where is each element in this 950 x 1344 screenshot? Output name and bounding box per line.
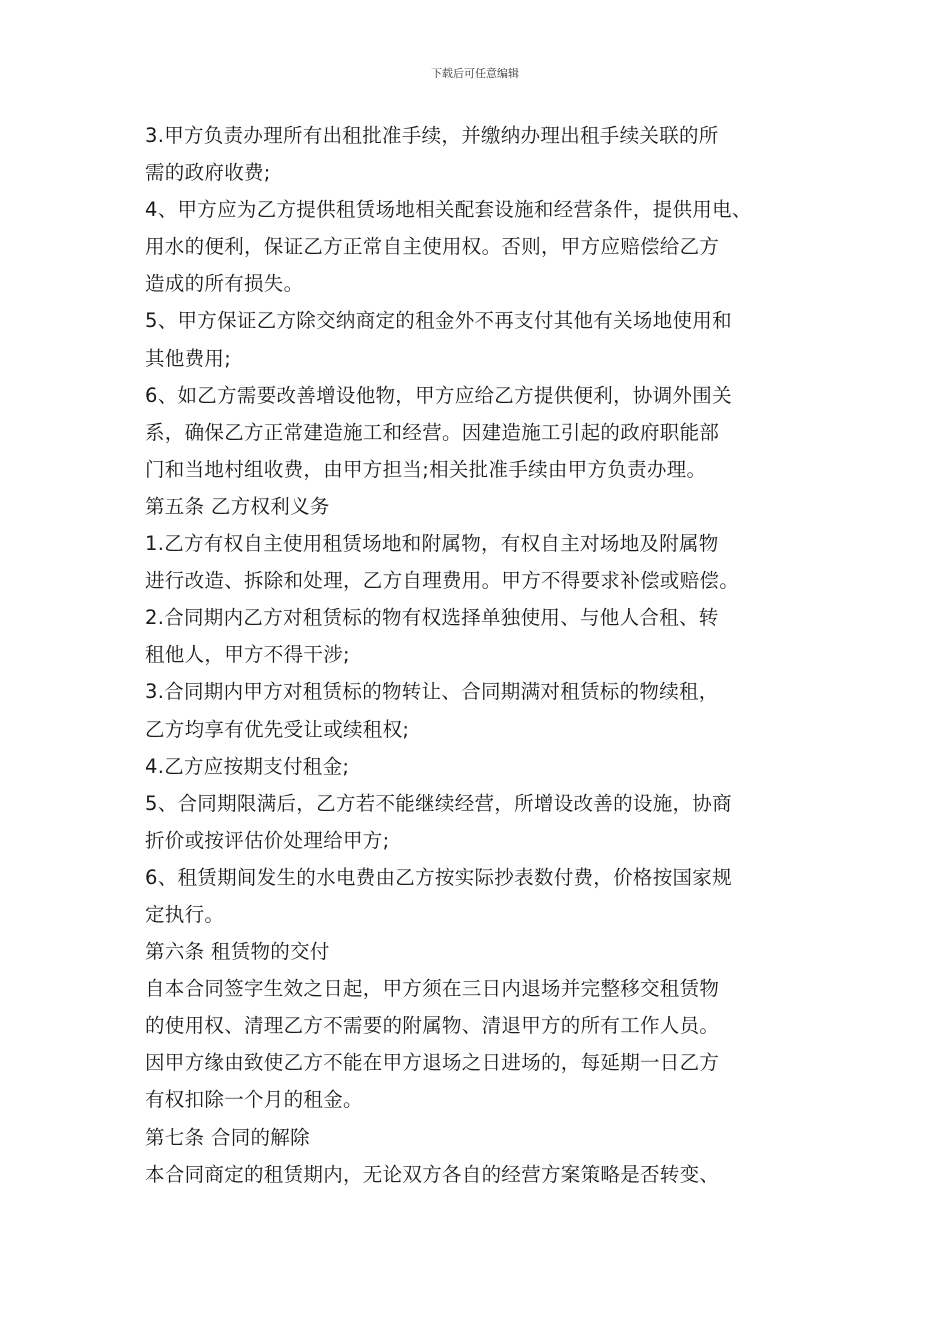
text-line: 4、甲方应为乙方提供租赁场地相关配套设施和经营条件，提供用电、	[145, 198, 752, 222]
document-body	[145, 117, 825, 1193]
text-line: 折价或按评估价处理给甲方;	[145, 828, 390, 852]
text-line: 3.甲方负责办理所有出租批准手续，并缴纳办理出租手续关联的所	[145, 124, 719, 147]
text-line: 5、甲方保证乙方除交纳商定的租金外不再支付其他有关场地使用和	[145, 309, 732, 333]
text-line: 2.合同期内乙方对租赁标的物有权选择单独使用、与他人合租、转	[145, 606, 719, 630]
text-line: 3.合同期内甲方对租赁标的物转让、合同期满对租赁标的物续租，	[145, 680, 719, 704]
text-line: 1.乙方有权自主使用租赁场地和附属物，有权自主对场地及附属物	[145, 532, 719, 556]
text-line: 系，确保乙方正常建造施工和经营。因建造施工引起的政府职能部	[145, 420, 720, 444]
text-line: 本合同商定的租赁期内，无论双方各自的经营方案策略是否转变、	[145, 1162, 720, 1186]
text-line: 5、合同期限满后，乙方若不能继续经营，所增设改善的设施，协商	[145, 791, 732, 815]
text-line: 门和当地村组收费，由甲方担当;相关批准手续由甲方负责办理。	[145, 457, 707, 481]
section-heading: 第六条 租赁物的交付	[145, 940, 330, 964]
text-line: 6、如乙方需要改善增设他物，甲方应给乙方提供便利，协调外围关	[145, 383, 732, 407]
text-line: 租他人，甲方不得干涉;	[145, 643, 350, 667]
text-line: 进行改造、拆除和处理，乙方自理费用。甲方不得要求补偿或赔偿。	[145, 569, 740, 593]
text-line: 自本合同签字生效之日起，甲方须在三日内退场并完整移交租赁物	[145, 977, 720, 1001]
text-line: 6、租赁期间发生的水电费由乙方按实际抄表数付费，价格按国家规	[145, 865, 732, 889]
text-line: 4.乙方应按期支付租金;	[145, 754, 350, 778]
text-line: 其他费用;	[145, 346, 232, 370]
text-line: 定执行。	[145, 902, 225, 926]
text-line: 需的政府收费;	[145, 161, 271, 185]
section-heading: 第五条 乙方权利义务	[145, 494, 330, 518]
page-header: 下载后可任意编辑	[431, 67, 519, 80]
text-line: 乙方均享有优先受让或续租权;	[145, 717, 410, 741]
text-line: 因甲方缘由致使乙方不能在甲方退场之日进场的，每延期一日乙方	[145, 1051, 720, 1075]
section-heading: 第七条 合同的解除	[145, 1125, 310, 1149]
text-line: 用水的便利，保证乙方正常自主使用权。否则，甲方应赔偿给乙方	[145, 235, 720, 259]
text-line: 有权扣除一个月的租金。	[145, 1088, 363, 1112]
text-line: 造成的所有损失。	[145, 272, 304, 296]
text-line: 的使用权、清理乙方不需要的附属物、清退甲方的所有工作人员。	[145, 1014, 720, 1038]
